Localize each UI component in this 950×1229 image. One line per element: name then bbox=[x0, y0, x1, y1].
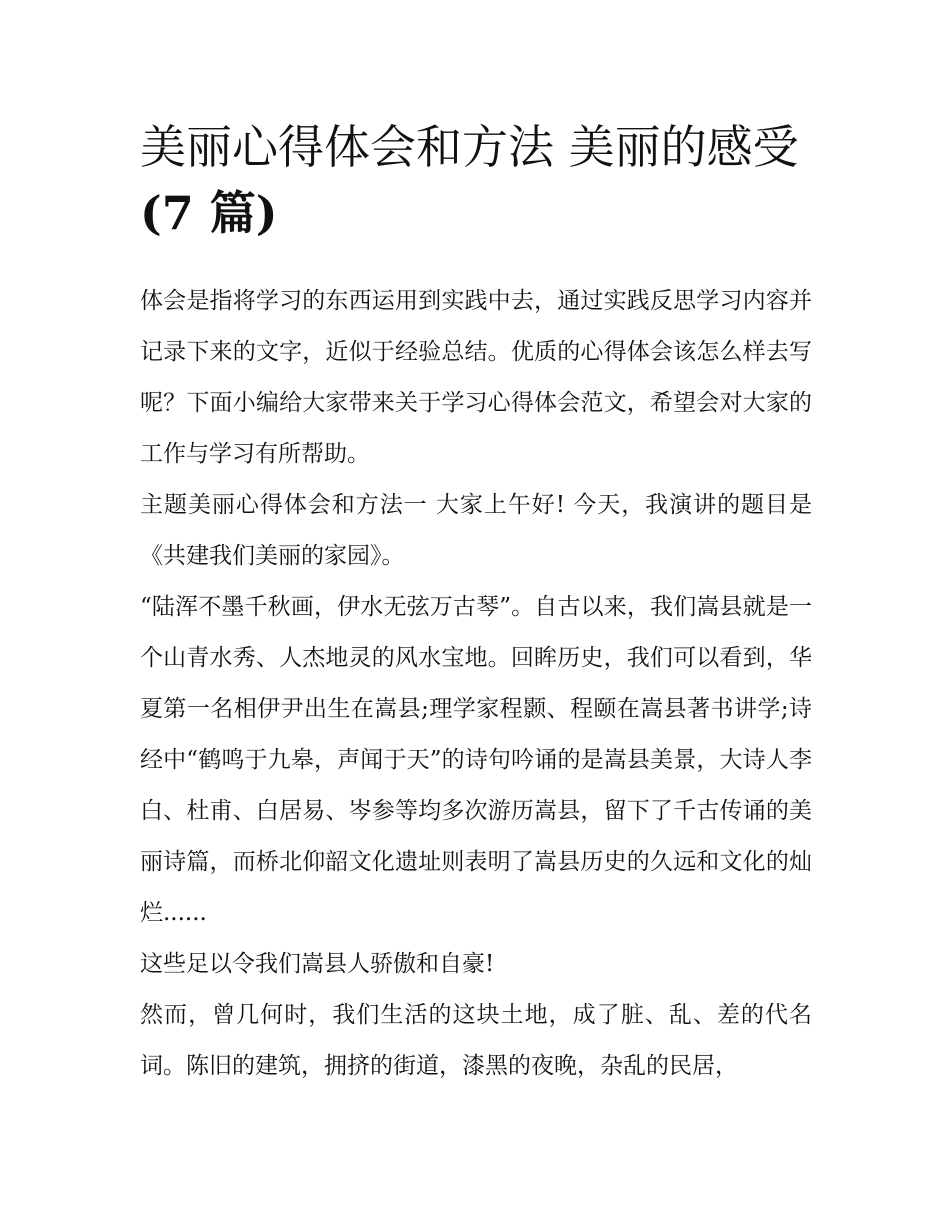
paragraph-intro: 体会是指将学习的东西运用到实践中去，通过实践反思学习内容并记录下来的文字，近似于经验总结。优质的心得体会该怎么样去写呢？下面小编给大家带来关于学习心得体会范文，希望会对大家的工作与学习有所帮助。 bbox=[140, 288, 812, 467]
document-title bbox=[140, 114, 812, 246]
title-main: 美丽心得体会和方法 美丽的感受 bbox=[140, 120, 799, 174]
paragraph-however: 然而，曾几何时，我们生活的这块土地，成了脏、乱、差的代名词。陈旧的建筑，拥挤的街道，漆黑的夜晚，杂乱的民居， bbox=[140, 1002, 812, 1079]
paragraph-topic: 主题美丽心得体会和方法一 大家上午好! 今天，我演讲的题目是《共建我们美丽的家园》。 bbox=[140, 492, 812, 569]
paragraph-pride: 这些足以令我们嵩县人骄傲和自豪! bbox=[140, 951, 495, 977]
title-suffix: (7 篇) bbox=[140, 186, 278, 240]
paragraph-history: “陆浑不墨千秋画，伊水无弦万古琴”。自古以来，我们嵩县就是一个山青水秀、人杰地灵的风水宝地。回眸历史，我们可以看到，华夏第一名相伊尹出生在嵩县;理学家程颢、程颐在嵩县著书讲学;诗经中“鹤鸣于九皋，声闻于天”的诗句吟诵的是嵩县美景，大诗人李白、杜甫、白居易、岑参等均多次游历嵩县，留下了千古传诵的美丽诗篇，而桥北仰韶文化遗址则表明了嵩县历史的久远和文化的灿烂...... bbox=[140, 594, 812, 926]
document-body bbox=[140, 276, 812, 1092]
